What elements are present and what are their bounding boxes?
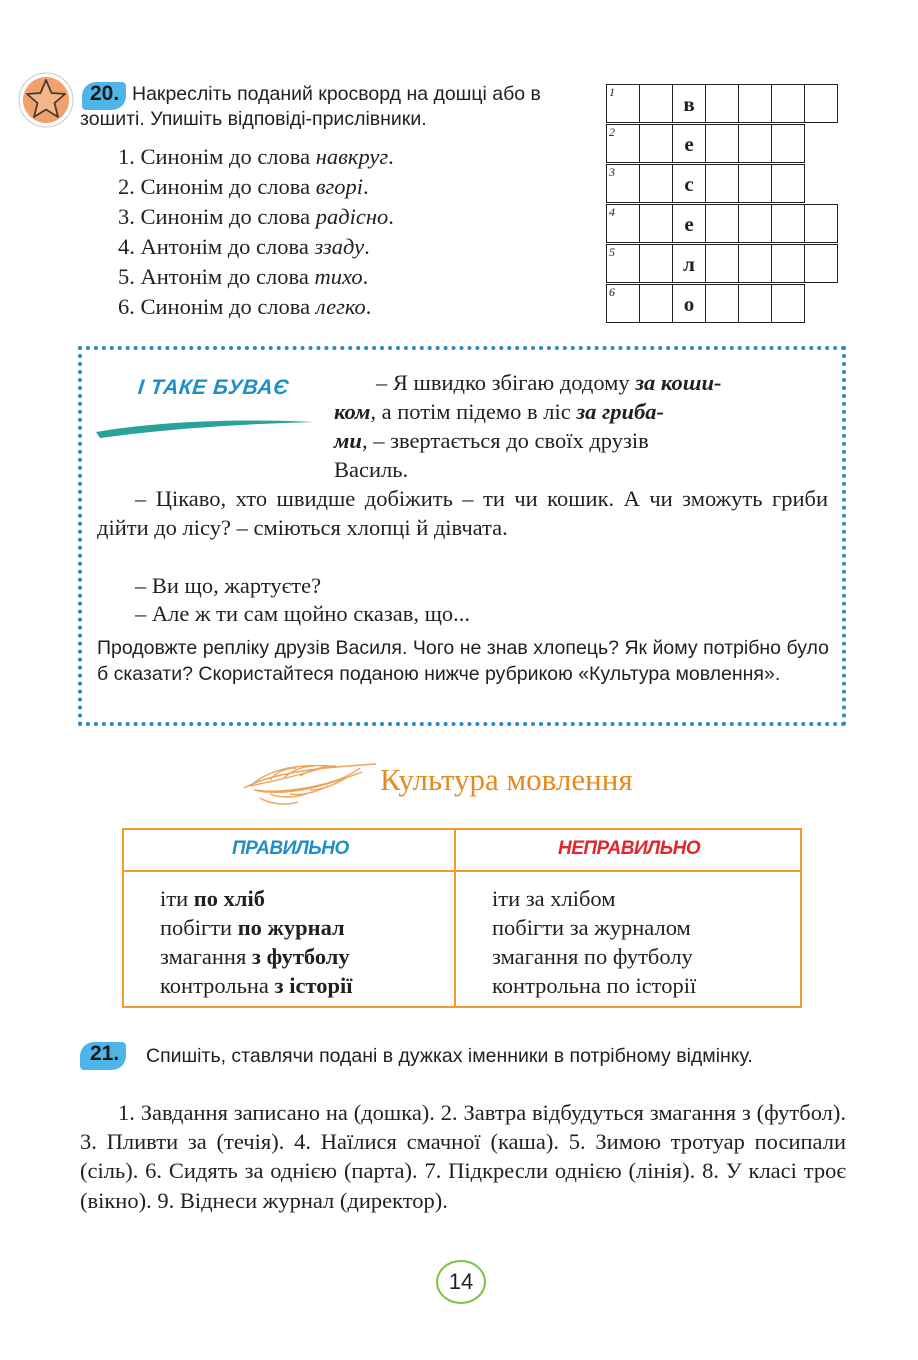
crossword-cell (606, 244, 640, 283)
crossword-cell (804, 84, 838, 123)
feather-icon (240, 754, 380, 812)
list-item: іти по хліб (160, 886, 265, 911)
crossword-cell (804, 244, 838, 283)
dialogue-paragraph: – Цікаво, хто швидше добіжить – ти чи кошик. А чи зможуть гриби дійти до лісу? – сміються хлопці й дівчата. (97, 486, 828, 540)
dialogue-line: ком, а потім підемо в ліс за гриба- (334, 399, 665, 424)
list-item: 2. Синонім до слова вгорі. (118, 174, 369, 199)
crossword-cell (771, 164, 805, 203)
section-title: І ТАКЕ БУВАЄ (136, 376, 291, 399)
list-item: контрольна по історії (492, 973, 697, 998)
crossword-key-letter: е (672, 204, 706, 243)
list-item: контрольна з історії (160, 973, 353, 998)
list-item: іти за хлібом (492, 886, 616, 911)
crossword-key-letter: в (672, 84, 706, 123)
crossword-row (606, 284, 805, 324)
dialogue-line: Василь. (334, 457, 409, 482)
list-item: 5. Антонім до слова тихо. (118, 264, 369, 289)
comparison-table (122, 828, 802, 1008)
crossword-row-number: 3 (609, 165, 615, 179)
crossword-cell (738, 244, 772, 283)
crossword-row (606, 84, 838, 124)
wrong-list (492, 884, 696, 1000)
crossword-cell (771, 84, 805, 123)
box-task: Продовжте репліку друзів Василя. Чого не знав хлопець? Як йому потрібно було б сказати? Скористайтеся поданою нижче рубрикою «Культура мовлення». (97, 637, 829, 685)
crossword-row-number: 5 (609, 245, 615, 259)
column-header-wrong: НЕПРАВИЛЬНО (558, 838, 701, 859)
task-body: 1. Завдання записано на (дошка). 2. Завтра відбудуться змагання з (футбол). 3. Пливти за (течія). 4. Наїлися смачної (каша). 5. Зимою тротуар посипали (сіль). 6. Сидять за однією (парта). 7. Підкресли однією (лінія). 8. У класі троє (вікно). 9. Віднеси журнал (директор). (80, 1100, 846, 1213)
crossword-cell (705, 284, 739, 323)
crossword-key-letter: л (672, 244, 706, 283)
page-number: 14 (436, 1260, 486, 1304)
crossword-row-number: 1 (609, 85, 615, 99)
crossword-cell (804, 204, 838, 243)
crossword-cell (639, 244, 673, 283)
crossword-row (606, 204, 838, 244)
dialogue-line: – Ви що, жартуєте? (135, 573, 322, 598)
crossword-cell (705, 84, 739, 123)
crossword-cell (606, 164, 640, 203)
crossword-row (606, 164, 805, 204)
list-item: 6. Синонім до слова легко. (118, 294, 372, 319)
crossword-cell (606, 204, 640, 243)
star-icon (18, 72, 74, 128)
list-item: побігти по журнал (160, 915, 345, 940)
column-header-correct: ПРАВИЛЬНО (232, 838, 349, 859)
list-item: 3. Синонім до слова радісно. (118, 204, 394, 229)
crossword-cell (738, 124, 772, 163)
crossword-key-letter: о (672, 284, 706, 323)
crossword-cell (738, 284, 772, 323)
crossword-row-number: 2 (609, 125, 615, 139)
crossword-row (606, 124, 805, 164)
list-item: 4. Антонім до слова ззаду. (118, 234, 370, 259)
crossword-cell (738, 204, 772, 243)
crossword-cell (639, 84, 673, 123)
list-item: 1. Синонім до слова навкруг. (118, 144, 394, 169)
crossword-key-letter: е (672, 124, 706, 163)
task-number: 20. (90, 82, 120, 105)
task-instruction: Спишіть, ставлячи подані в дужках іменники в потрібному відмінку. (146, 1045, 753, 1067)
list-item: змагання з футболу (160, 944, 350, 969)
crossword-cell (606, 124, 640, 163)
crossword-cell (738, 164, 772, 203)
task-list (118, 142, 394, 322)
task-number: 21. (90, 1042, 120, 1065)
dialogue-line: – Я швидко збігаю додому за коши- (376, 370, 722, 395)
crossword-row (606, 244, 838, 284)
crossword-cell (771, 284, 805, 323)
correct-list (160, 884, 352, 1000)
list-item: змагання по футболу (492, 944, 693, 969)
crossword-cell (639, 204, 673, 243)
list-item: побігти за журналом (492, 915, 691, 940)
crossword-cell (639, 284, 673, 323)
crossword-cell (639, 124, 673, 163)
crossword-cell (639, 164, 673, 203)
crossword-cell (705, 124, 739, 163)
brush-stroke-icon (94, 414, 316, 440)
crossword-cell (771, 244, 805, 283)
crossword-cell (705, 164, 739, 203)
section-title: Культура мовлення (380, 762, 633, 797)
crossword-row-number: 4 (609, 205, 615, 219)
crossword-row-number: 6 (609, 285, 615, 299)
crossword-cell (771, 204, 805, 243)
dialogue-line: ми, – звертається до своїх друзів (334, 428, 649, 453)
crossword-key-letter: с (672, 164, 706, 203)
crossword-cell (771, 124, 805, 163)
crossword-cell (606, 284, 640, 323)
crossword-cell (738, 84, 772, 123)
crossword-cell (705, 204, 739, 243)
dialogue-line: – Але ж ти сам щойно сказав, що... (135, 601, 471, 626)
crossword-cell (606, 84, 640, 123)
crossword-cell (705, 244, 739, 283)
task-instruction: Накресліть поданий кросворд на дошці або в зошиті. Упишіть відповіді-прислівники. (80, 83, 541, 130)
